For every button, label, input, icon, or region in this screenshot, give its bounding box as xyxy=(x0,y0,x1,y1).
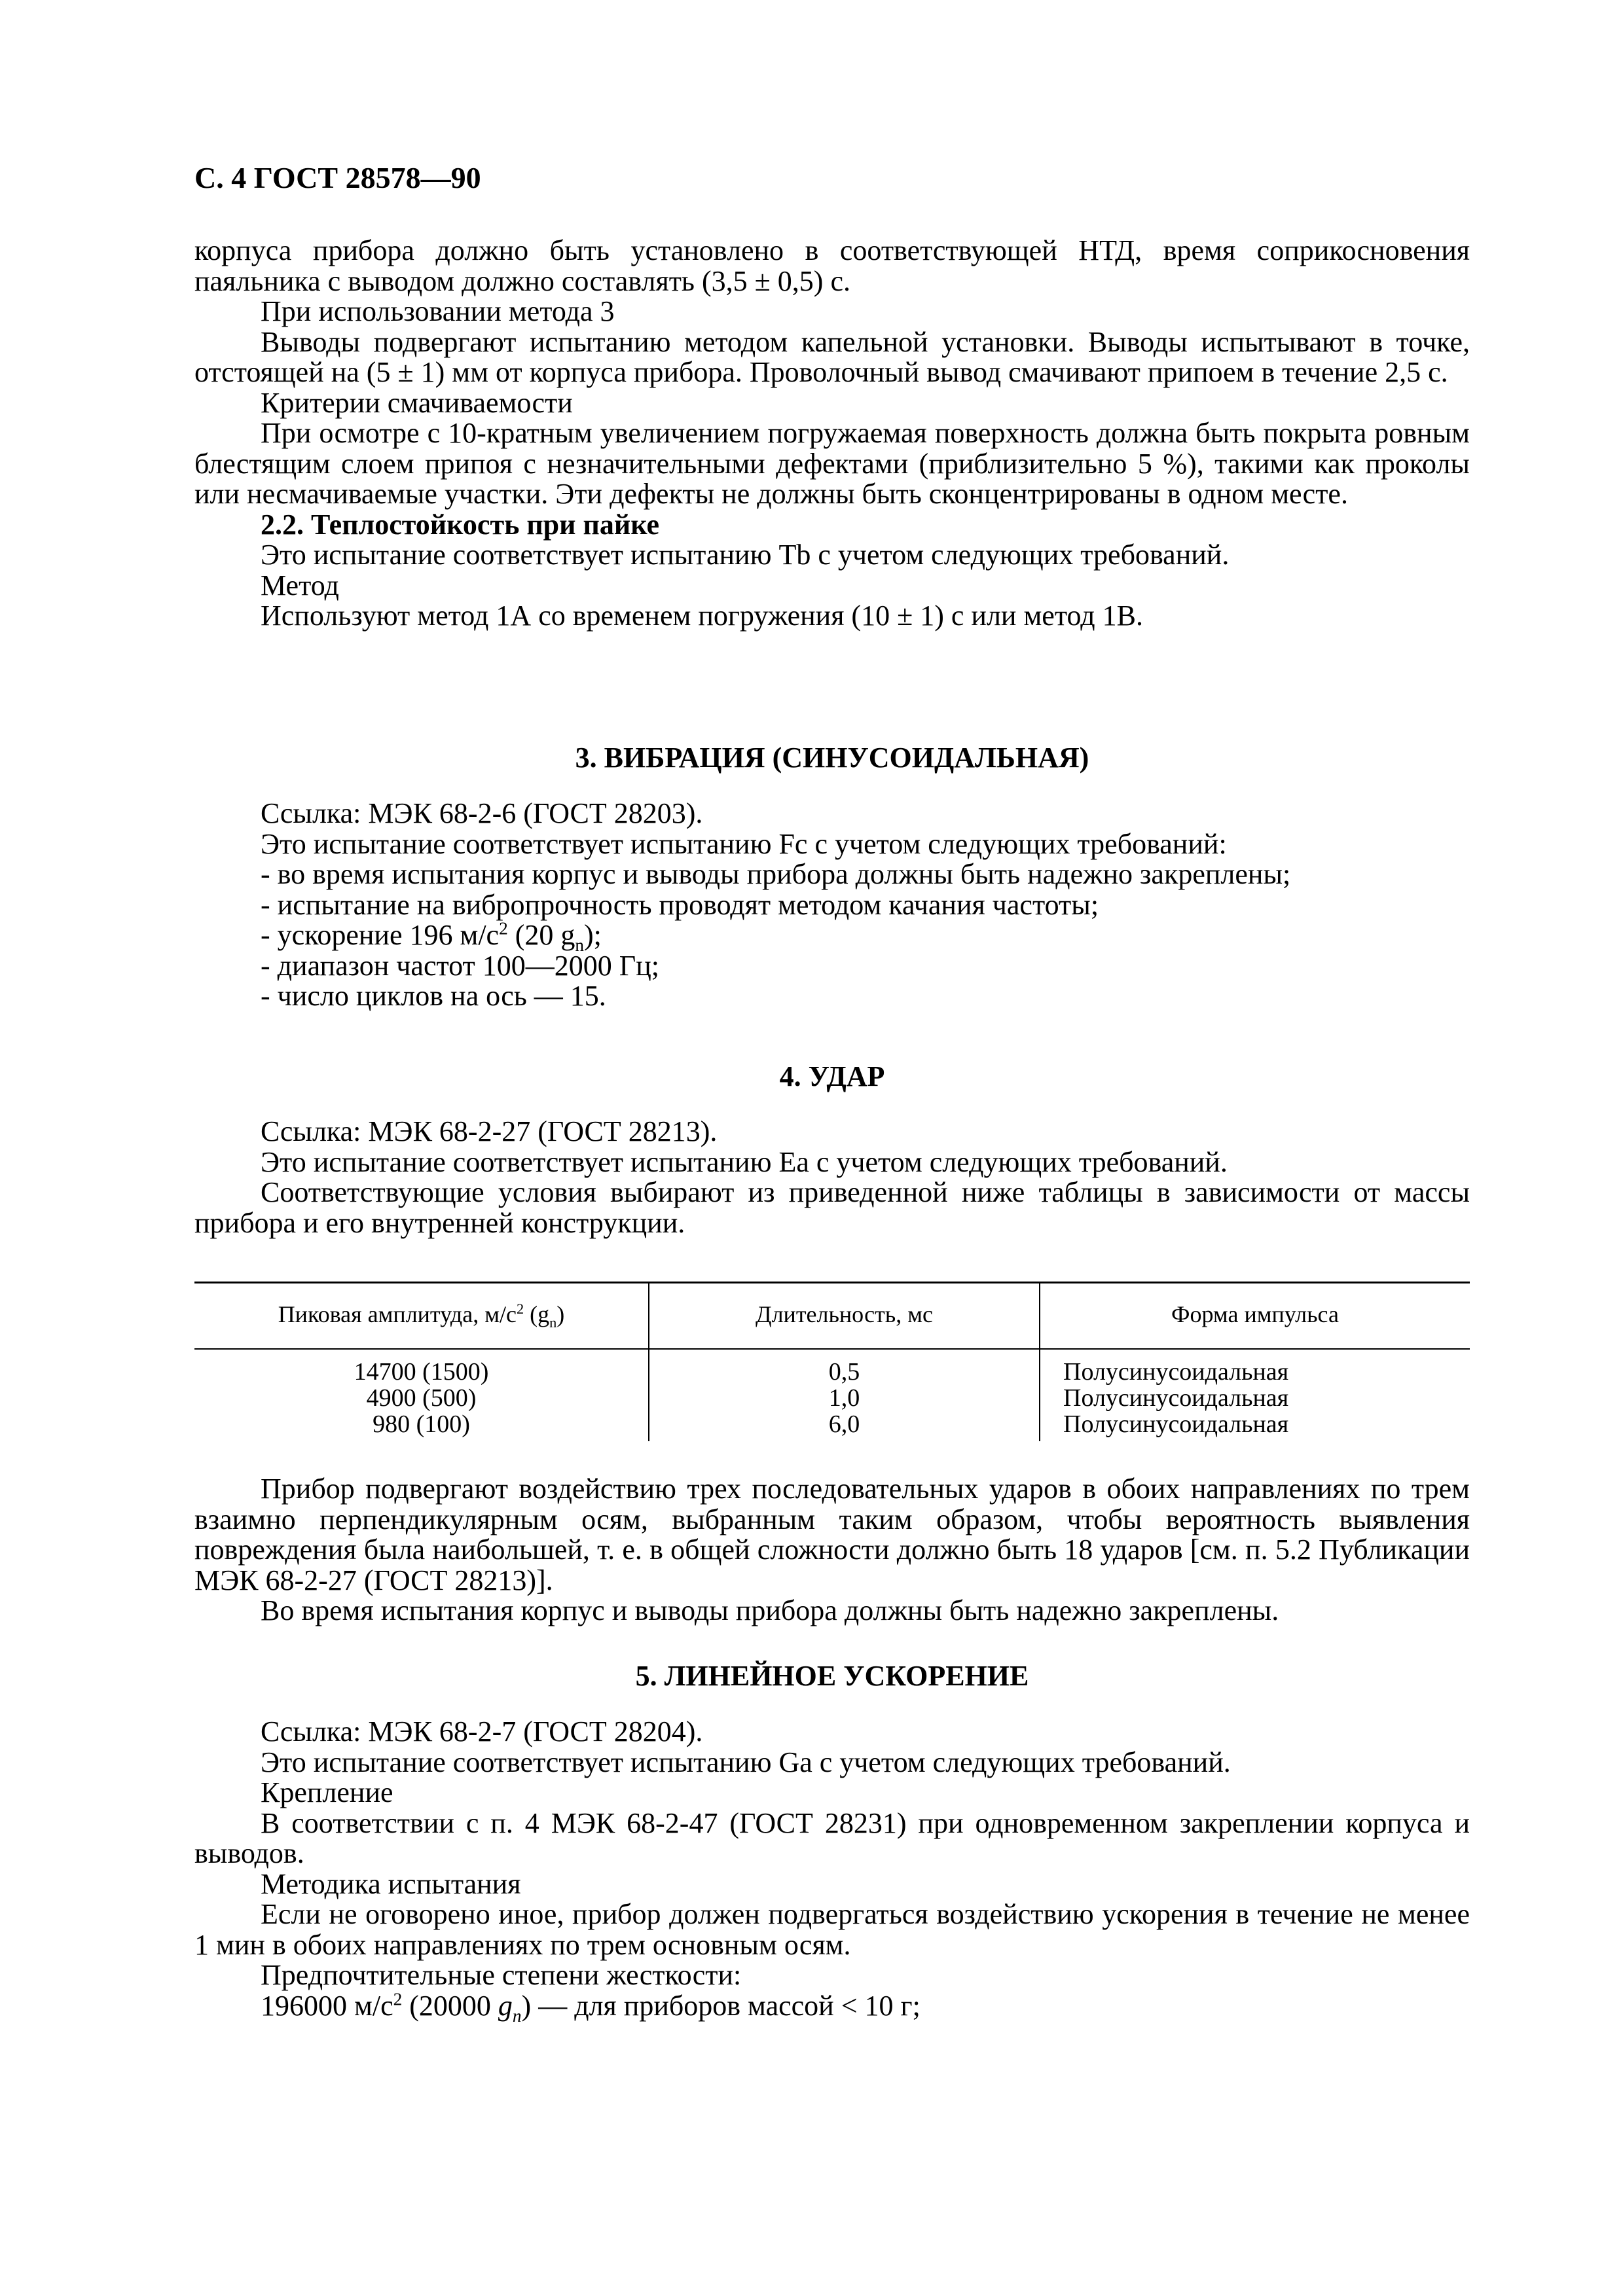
impact-conditions-table xyxy=(194,1282,1470,1444)
table-header-pulse-shape: Форма импульса xyxy=(1171,1301,1339,1327)
section-4-heading: 4. УДАР xyxy=(779,1060,885,1092)
table-cell: Полусинусоидальная xyxy=(1063,1358,1289,1386)
table-column-pulse-shape xyxy=(1063,1359,1469,1437)
paragraph: Критерии смачиваемости xyxy=(261,386,573,419)
paragraph: Это испытание соответствует испытанию Ga с учетом следующих требований. xyxy=(261,1746,1231,1778)
paragraph: Соответствующие условия выбирают из приведенной ниже таблицы в зависимости от массы прибора и его внутренней конструкции. xyxy=(194,1176,1470,1239)
table-top-rule xyxy=(194,1282,1470,1283)
list-item: - число циклов на ось — 15. xyxy=(261,980,606,1012)
section-2-continuation xyxy=(194,236,1470,632)
subsection-heading: 2.2. Теплостойкость при пайке xyxy=(261,508,659,541)
paragraph: При использовании метода 3 xyxy=(261,295,615,327)
table-cell: 14700 (1500) xyxy=(354,1358,489,1386)
reference: Ссылка: МЭК 68-2-27 (ГОСТ 28213). xyxy=(261,1115,718,1147)
paragraph: Во время испытания корпус и выводы прибора должны быть надежно закреплены. xyxy=(261,1594,1279,1626)
paragraph: Прибор подвергают воздействию трех последовательных ударов в обоих направлениях по трем взаимно перпендикулярным осям, выбранным таким образом, чтобы вероятность выявления повреждения была наибольшей, т. е. в общей сложности должно быть 18 ударов [см. п. 5.2 Публикации МЭК 68-2-27 (ГОСТ 28213)]. xyxy=(194,1473,1470,1596)
paragraph: Предпочтительные степени жесткости: xyxy=(261,1959,742,1991)
section-5-heading: 5. ЛИНЕЙНОЕ УСКОРЕНИЕ xyxy=(635,1660,1029,1692)
list-item: - во время испытания корпус и выводы прибора должны быть надежно закреплены; xyxy=(261,858,1291,890)
table-cell: Полусинусоидальная xyxy=(1063,1410,1289,1438)
paragraph: Крепление xyxy=(261,1776,393,1808)
paragraph: корпуса прибора должно быть установлено в соответствующей НТД, время соприкосновения паяльника с выводом должно составлять (3,5 ± 0,5) с. xyxy=(194,234,1470,297)
table-header-duration: Длительность, мс xyxy=(756,1301,933,1327)
paragraph: Метод xyxy=(261,569,339,601)
paragraph: Это испытание соответствует испытанию Fc с учетом следующих требований: xyxy=(261,827,1227,860)
section-3-heading: 3. ВИБРАЦИЯ (СИНУСОИДАЛЬНАЯ) xyxy=(575,742,1089,774)
table-cell: Полусинусоидальная xyxy=(1063,1384,1289,1412)
table-column-amplitude xyxy=(194,1359,648,1437)
paragraph: Используют метод 1А со временем погружения (10 ± 1) с или метод 1В. xyxy=(261,600,1143,632)
paragraph: Это испытание соответствует испытанию Еа с учетом следующих требований. xyxy=(261,1145,1228,1178)
paragraph: Это испытание соответствует испытанию Tb с учетом следующих требований. xyxy=(261,539,1230,571)
paragraph: 196000 $м/с^2$ (20000 $g_n$) — для приборов массой < 10 г; xyxy=(261,1988,921,2026)
paragraph: Выводы подвергают испытанию методом капельной установки. Выводы испытывают в точке, отстоящей на (5 ± 1) мм от корпуса прибора. Проволочный вывод смачивают припоем в течение 2,5 с. xyxy=(194,325,1470,388)
list-item: - диапазон частот 100—2000 Гц; xyxy=(261,949,659,982)
section-5-body xyxy=(194,1715,1470,2026)
table-cell: 0,5 xyxy=(828,1358,860,1386)
reference: Ссылка: МЭК 68-2-6 (ГОСТ 28203). xyxy=(261,797,703,829)
paragraph: При осмотре с 10-кратным увеличением погружаемая поверхность должна быть покрыта ровным блестящим слоем припоя с незначительными дефектами (приблизительно 5 %), такими как проколы или несмачиваемые участки. Эти дефекты не должны быть сконцентрированы в одном месте. xyxy=(194,417,1470,510)
table-column-duration xyxy=(649,1359,1039,1437)
paragraph: В соответствии с п. 4 МЭК 68-2-47 (ГОСТ 28231) при одновременном закреплении корпуса и выводов. xyxy=(194,1806,1470,1869)
reference: Ссылка: МЭК 68-2-7 (ГОСТ 28204). xyxy=(261,1715,703,1748)
table-cell: 1,0 xyxy=(828,1384,860,1412)
section-4-after-table xyxy=(194,1474,1470,1626)
paragraph: Методика испытания xyxy=(261,1867,521,1900)
table-header-amplitude: Пиковая амплитуда, $м/с^2$ $(g_n)$ xyxy=(278,1300,565,1331)
list-item: - испытание на вибропрочность проводят методом качания частоты; xyxy=(261,888,1099,921)
list-item: - ускорение 196 $м/с^2$ (20 $g_n$); xyxy=(261,918,602,955)
table-cell: 980 (100) xyxy=(373,1410,470,1438)
section-4-body xyxy=(194,1117,1470,1238)
paragraph: Если не оговорено иное, прибор должен подвергаться воздействию ускорения в течение не менее 1 мин в обоих направлениях по трем основным осям. xyxy=(194,1898,1470,1961)
table-cell: 6,0 xyxy=(828,1410,860,1438)
table-cell: 4900 (500) xyxy=(366,1384,477,1412)
table-header-rule xyxy=(194,1348,1470,1350)
section-3-body xyxy=(194,798,1470,1012)
page-header: С. 4 ГОСТ 28578—90 xyxy=(194,161,481,194)
